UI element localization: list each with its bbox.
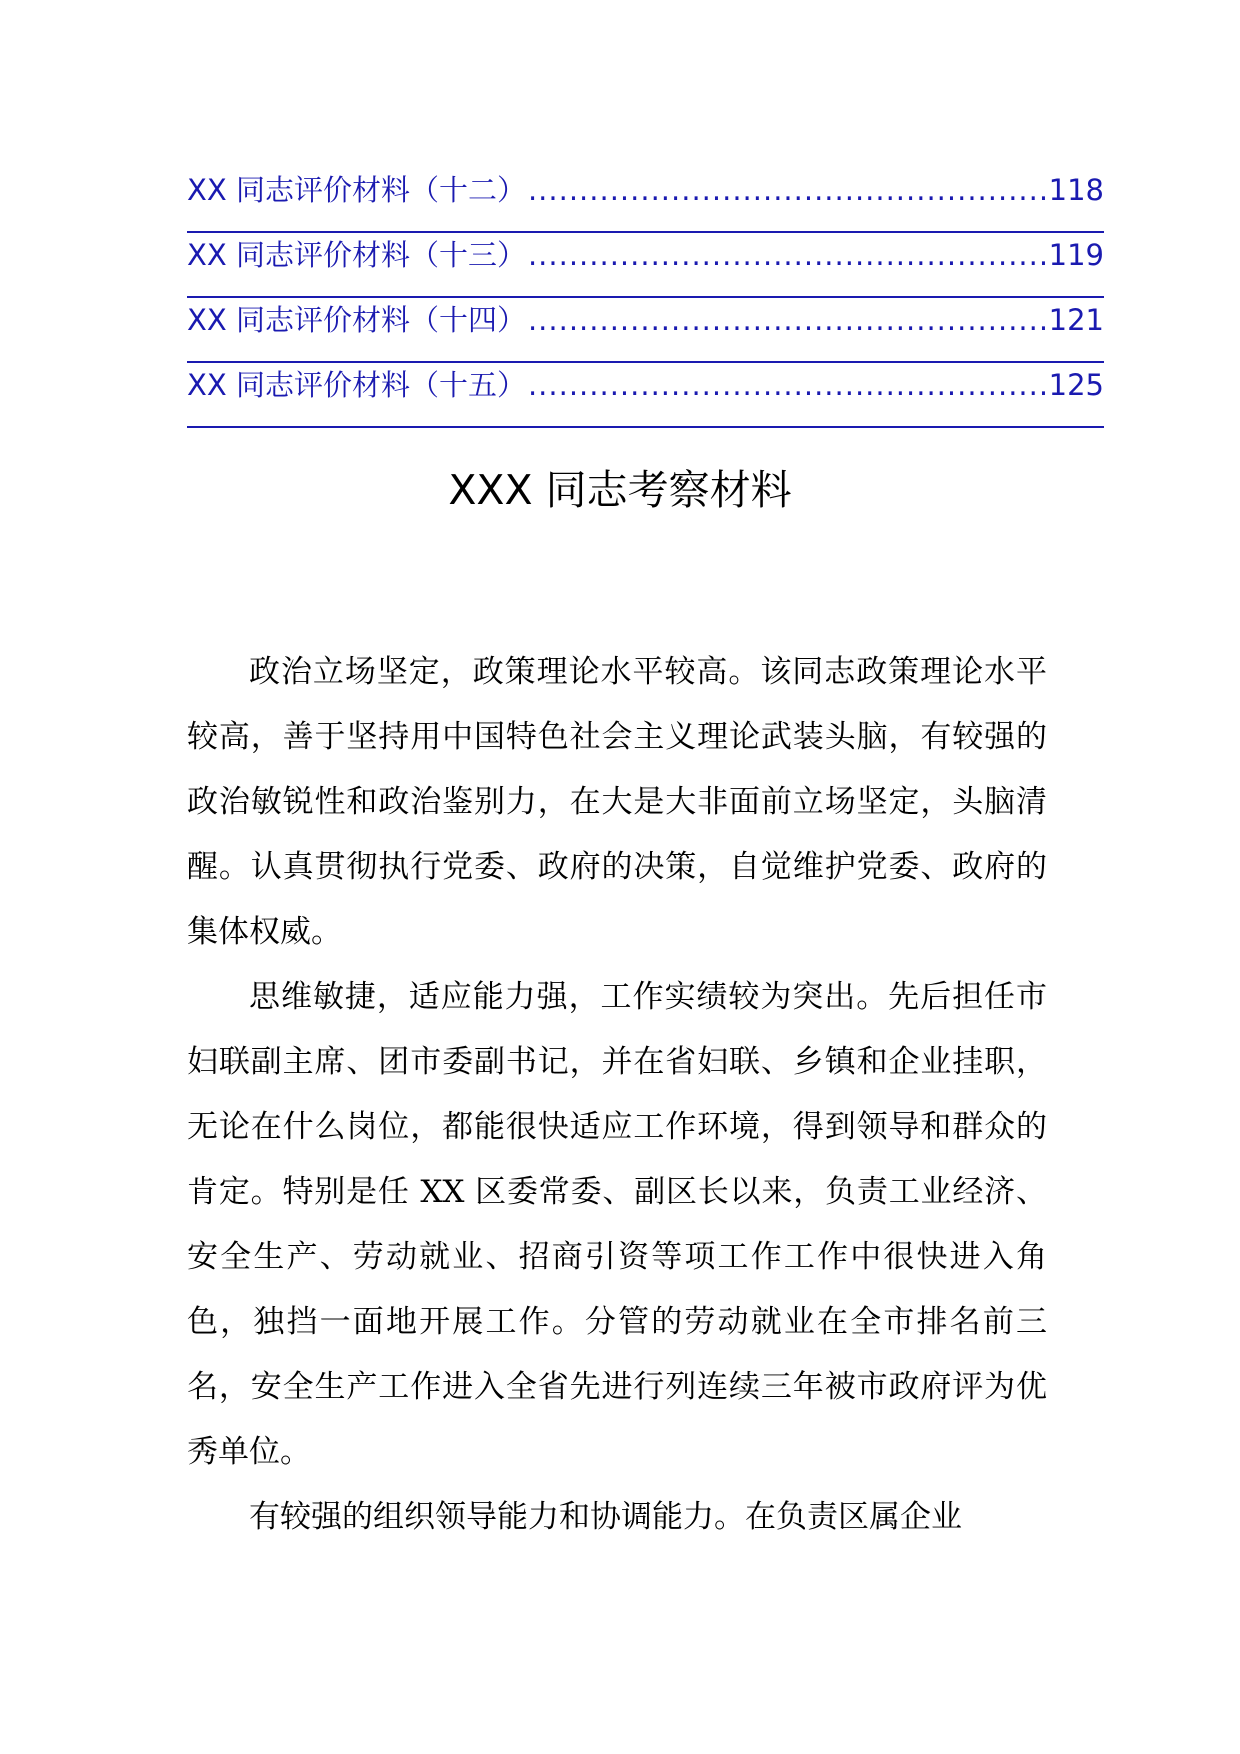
toc-leader-dots — [526, 363, 1049, 407]
paragraph: 政治立场坚定，政策理论水平较高。该同志政策理论水平较高，善于坚持用中国特色社会主义理论武装头脑，有较强的政治敏锐性和政治鉴别力，在大是大非面前立场坚定，头脑清醒。认真贯彻执行党委、政府的决策，自觉维护党委、政府的集体权威。 — [187, 654, 1047, 950]
toc-entry-page: 125 — [1048, 368, 1104, 402]
toc-entry-15[interactable] — [187, 363, 1104, 428]
toc-leader-dots — [526, 298, 1049, 342]
toc-entry-title: XX 同志评价材料（十四） — [187, 303, 526, 337]
toc-entry-title: XX 同志评价材料（十五） — [187, 368, 526, 402]
toc-entry-page: 118 — [1048, 173, 1104, 207]
document-title: XXX 同志考察材料 — [448, 466, 792, 514]
toc-entry-13[interactable] — [187, 233, 1104, 298]
paragraph: 思维敏捷，适应能力强，工作实绩较为突出。先后担任市妇联副主席、团市委副书记，并在省妇联、乡镇和企业挂职，无论在什么岗位，都能很快适应工作环境，得到领导和群众的肯定。特别是任 XX 区委常委、副区长以来，负责工业经济、安全生产、劳动就业、招商引资等项工作工作中很快进入角色，独挡一面地开展工作。分管的劳动就业在全市排名前三名，安全生产工作进入全省先进行列连续三年被市政府评为优秀单位。 — [187, 979, 1047, 1470]
document-body — [187, 640, 1047, 1550]
toc-entry-title: XX 同志评价材料（十二） — [187, 173, 526, 207]
table-of-contents — [187, 168, 1104, 428]
toc-entry-14[interactable] — [187, 298, 1104, 363]
toc-entry-page: 119 — [1048, 238, 1104, 272]
paragraph: 有较强的组织领导能力和协调能力。在负责区属企业 — [249, 1499, 962, 1535]
toc-entry-page: 121 — [1048, 303, 1104, 337]
toc-entry-title: XX 同志评价材料（十三） — [187, 238, 526, 272]
toc-leader-dots — [526, 168, 1049, 212]
toc-entry-12[interactable] — [187, 168, 1104, 233]
toc-leader-dots — [526, 233, 1049, 277]
